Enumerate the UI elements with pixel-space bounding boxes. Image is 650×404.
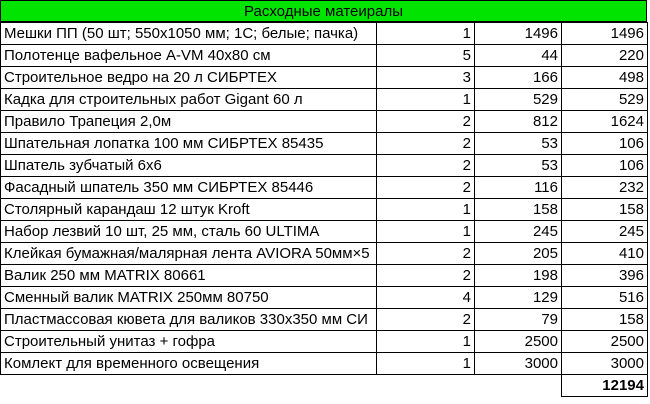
price-cell[interactable]: 3000 (475, 353, 562, 375)
qty-cell[interactable]: 5 (377, 45, 475, 67)
qty-cell[interactable]: 2 (377, 177, 475, 199)
item-name-cell[interactable]: Правило Трапеция 2,0м (1, 111, 377, 133)
qty-cell[interactable]: 2 (377, 155, 475, 177)
table-row (1, 309, 648, 331)
table-row (1, 177, 648, 199)
table-row (1, 221, 648, 243)
price-cell[interactable]: 2500 (475, 331, 562, 353)
sum-cell[interactable]: 3000 (562, 353, 648, 375)
table-row (1, 155, 648, 177)
qty-cell[interactable]: 3 (377, 67, 475, 89)
qty-cell[interactable]: 1 (377, 221, 475, 243)
item-name-cell[interactable]: Строительное ведро на 20 л СИБРТЕХ (1, 67, 377, 89)
qty-cell[interactable]: 1 (377, 89, 475, 111)
table-row (1, 287, 648, 309)
item-name-cell[interactable]: Сменный валик MATRIX 250мм 80750 (1, 287, 377, 309)
qty-cell[interactable]: 1 (377, 353, 475, 375)
item-name-cell[interactable]: Валик 250 мм MATRIX 80661 (1, 265, 377, 287)
sum-cell[interactable]: 1496 (562, 23, 648, 45)
sum-cell[interactable]: 2500 (562, 331, 648, 353)
empty-cell[interactable] (475, 375, 562, 397)
item-name-cell[interactable]: Кадка для строительных работ Gigant 60 л (1, 89, 377, 111)
price-cell[interactable]: 53 (475, 155, 562, 177)
price-cell[interactable]: 245 (475, 221, 562, 243)
item-name-cell[interactable]: Строительный унитаз + гофра (1, 331, 377, 353)
total-cell[interactable]: 12194 (562, 375, 648, 397)
qty-cell[interactable]: 4 (377, 287, 475, 309)
price-cell[interactable]: 44 (475, 45, 562, 67)
qty-cell[interactable]: 1 (377, 331, 475, 353)
price-cell[interactable]: 205 (475, 243, 562, 265)
total-row (1, 375, 648, 397)
qty-cell[interactable]: 2 (377, 133, 475, 155)
price-cell[interactable]: 812 (475, 111, 562, 133)
item-name-cell[interactable]: Клейкая бумажная/малярная лента AVIORA 50мм×5 (1, 243, 377, 265)
table-row (1, 133, 648, 155)
table-row (1, 331, 648, 353)
table-row (1, 111, 648, 133)
price-cell[interactable]: 166 (475, 67, 562, 89)
price-cell[interactable]: 158 (475, 199, 562, 221)
price-cell[interactable]: 1496 (475, 23, 562, 45)
table-row (1, 243, 648, 265)
materials-table (0, 22, 648, 397)
table-row (1, 67, 648, 89)
qty-cell[interactable]: 2 (377, 265, 475, 287)
item-name-cell[interactable]: Пластмассовая кювета для валиков 330х350 мм СИ (1, 309, 377, 331)
qty-cell[interactable]: 1 (377, 23, 475, 45)
price-cell[interactable]: 79 (475, 309, 562, 331)
item-name-cell[interactable]: Мешки ПП (50 шт; 550х1050 мм; 1С; белые; пачка) (1, 23, 377, 45)
item-name-cell[interactable]: Комлект для временного освещения (1, 353, 377, 375)
item-name-cell[interactable]: Шпательная лопатка 100 мм СИБРТЕХ 85435 (1, 133, 377, 155)
qty-cell[interactable]: 2 (377, 111, 475, 133)
sum-cell[interactable]: 106 (562, 155, 648, 177)
sum-cell[interactable]: 516 (562, 287, 648, 309)
sum-cell[interactable]: 396 (562, 265, 648, 287)
empty-cell[interactable] (1, 375, 377, 397)
qty-cell[interactable]: 2 (377, 243, 475, 265)
sum-cell[interactable]: 529 (562, 89, 648, 111)
table-row (1, 89, 648, 111)
table-row (1, 265, 648, 287)
sum-cell[interactable]: 158 (562, 199, 648, 221)
price-cell[interactable]: 129 (475, 287, 562, 309)
item-name-cell[interactable]: Полотенце вафельное A-VM 40x80 см (1, 45, 377, 67)
price-cell[interactable]: 198 (475, 265, 562, 287)
sheet-header[interactable]: Расходные матеиралы (0, 0, 647, 22)
price-cell[interactable]: 53 (475, 133, 562, 155)
table-row (1, 353, 648, 375)
sum-cell[interactable]: 220 (562, 45, 648, 67)
sum-cell[interactable]: 106 (562, 133, 648, 155)
sum-cell[interactable]: 245 (562, 221, 648, 243)
item-name-cell[interactable]: Фасадный шпатель 350 мм СИБРТЕХ 85446 (1, 177, 377, 199)
table-row (1, 199, 648, 221)
qty-cell[interactable]: 2 (377, 309, 475, 331)
sum-cell[interactable]: 158 (562, 309, 648, 331)
price-cell[interactable]: 116 (475, 177, 562, 199)
item-name-cell[interactable]: Набор лезвий 10 шт, 25 мм, сталь 60 ULTIMA (1, 221, 377, 243)
qty-cell[interactable]: 1 (377, 199, 475, 221)
price-cell[interactable]: 529 (475, 89, 562, 111)
table-row (1, 23, 648, 45)
sum-cell[interactable]: 498 (562, 67, 648, 89)
sum-cell[interactable]: 1624 (562, 111, 648, 133)
sum-cell[interactable]: 410 (562, 243, 648, 265)
item-name-cell[interactable]: Шпатель зубчатый 6х6 (1, 155, 377, 177)
table-row (1, 45, 648, 67)
item-name-cell[interactable]: Столярный карандаш 12 штук Kroft (1, 199, 377, 221)
sum-cell[interactable]: 232 (562, 177, 648, 199)
empty-cell[interactable] (377, 375, 475, 397)
